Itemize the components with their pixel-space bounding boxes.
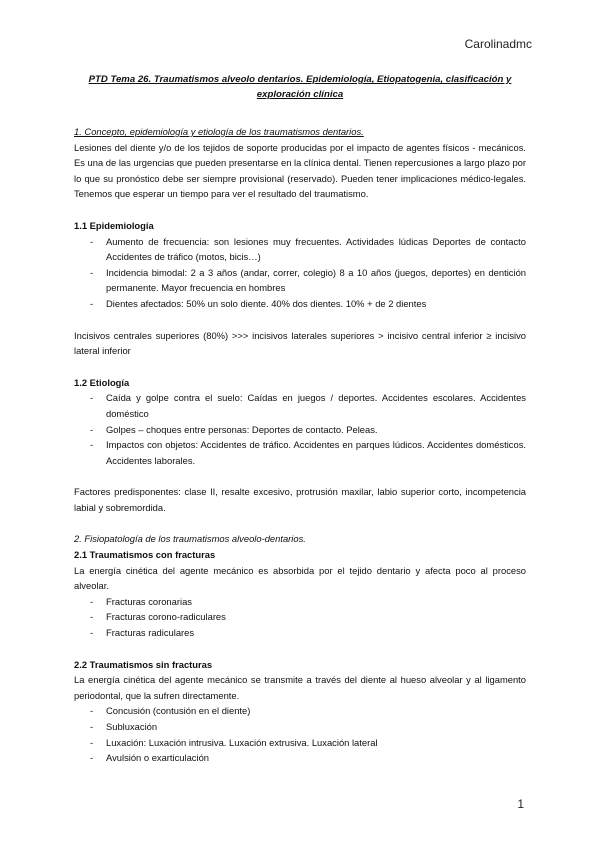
dash-marker: - [90,423,94,435]
dash-marker: - [90,235,94,247]
epidemiology-heading: 1.1 Epidemiología [74,219,154,231]
list-item: - Aumento de frecuencia: son lesiones muy frecuentes. Actividades lúdicas Deportes de contacto Accidentes de tráfico (motos, bicis…) [90,235,526,263]
list-item: - Concusión (contusión en el diente) [74,703,526,719]
section-1-intro: Lesiones del diente y/o de los tejidos de soporte producidas por el impacto de agentes físicos - mecánicos. Es una de las urgencias que pueden presentarse en la clínica dental. Tienen repercusiones a largo plazo por lo que su pronóstico debe ser siempre provisional (reservado). Pueden tener implicaciones médico-legales. Tenemos que esperar un tiempo para ver el resultado del traumatismo. [74,141,526,200]
list-item: - Impactos con objetos: Accidentes de tráfico. Accidentes en parques lúdicos. Accidentes domésticos. Accidentes laborales. [90,439,526,466]
dash-marker: - [90,595,94,607]
with-fractures-list [74,594,526,641]
dash-marker: - [90,752,94,764]
dash-marker: - [90,392,94,404]
document-title: PTD Tema 26. Traumatismos alveolo dentarios. Epidemiología, Etiopatogenia, clasificación y exploración clínica [88,74,512,100]
dash-marker: - [90,439,94,451]
dash-marker: - [90,297,94,309]
section-1-heading: 1. Concepto, epidemiología y etiología de los traumatismos dentarios. [74,126,364,137]
list-item: - Caída y golpe contra el suelo: Caídas en juegos / deportes. Accidentes escolares. Accidentes doméstico [90,392,526,419]
section-2-heading: 2. Fisiopatología de los traumatismos alveolo-dentarios. [74,533,306,545]
list-item: - Avulsión o exarticulación [74,750,526,766]
etiology-heading: 1.2 Etiología [74,376,130,388]
header-author: Carolinadmc [464,37,532,51]
page-number: 1 [517,797,524,811]
dash-marker: - [90,611,94,623]
without-fractures-list [74,703,526,765]
list-item: - Luxación: Luxación intrusiva. Luxación extrusiva. Luxación lateral [74,735,526,751]
dash-marker: - [90,721,94,732]
list-item: - Fracturas corono-radiculares [74,609,526,625]
list-item: - Incidencia bimodal: 2 a 3 años (andar, correr, colegio) 8 a 10 años (juegos, deportes) en dentición permanente. Mayor frecuencia en hombres [90,266,526,294]
dash-marker: - [90,736,94,748]
list-item: - Subluxación [74,719,526,735]
list-item: - Dientes afectados: 50% un solo diente. 40% dos dientes. 10% + de 2 dientes [74,296,526,312]
dash-marker: - [90,627,94,639]
epidemiology-list [74,234,526,312]
with-fractures-heading: 2.1 Traumatismos con fracturas [74,549,216,561]
without-fractures-text: La energía cinética del agente mecánico se transmite a través del diente al hueso alveolar y al ligamento periodontal, que la sufren directamente. [74,674,526,701]
list-item: - Golpes – choques entre personas: Deportes de contacto. Peleas. [74,422,526,438]
document-body [74,72,526,766]
dash-marker: - [90,705,94,717]
epidemiology-note: Incisivos centrales superiores (80%) >>> incisivos laterales superiores > incisivo central inferior ≥ incisivo lateral inferior [74,329,526,357]
list-item: - Fracturas radiculares [74,625,526,641]
dash-marker: - [90,266,94,278]
list-item: - Fracturas coronarias [74,594,526,610]
with-fractures-text: La energía cinética del agente mecánico es absorbida por el tejido dentario y afecta poco al proceso alveolar. [74,564,526,592]
without-fractures-heading: 2.2 Traumatismos sin fracturas [74,658,213,670]
etiology-list [74,390,526,468]
etiology-note: Factores predisponentes: clase II, resalte excesivo, protrusión maxilar, labio superior corto, incompetencia labial y sobremordida. [74,486,526,513]
